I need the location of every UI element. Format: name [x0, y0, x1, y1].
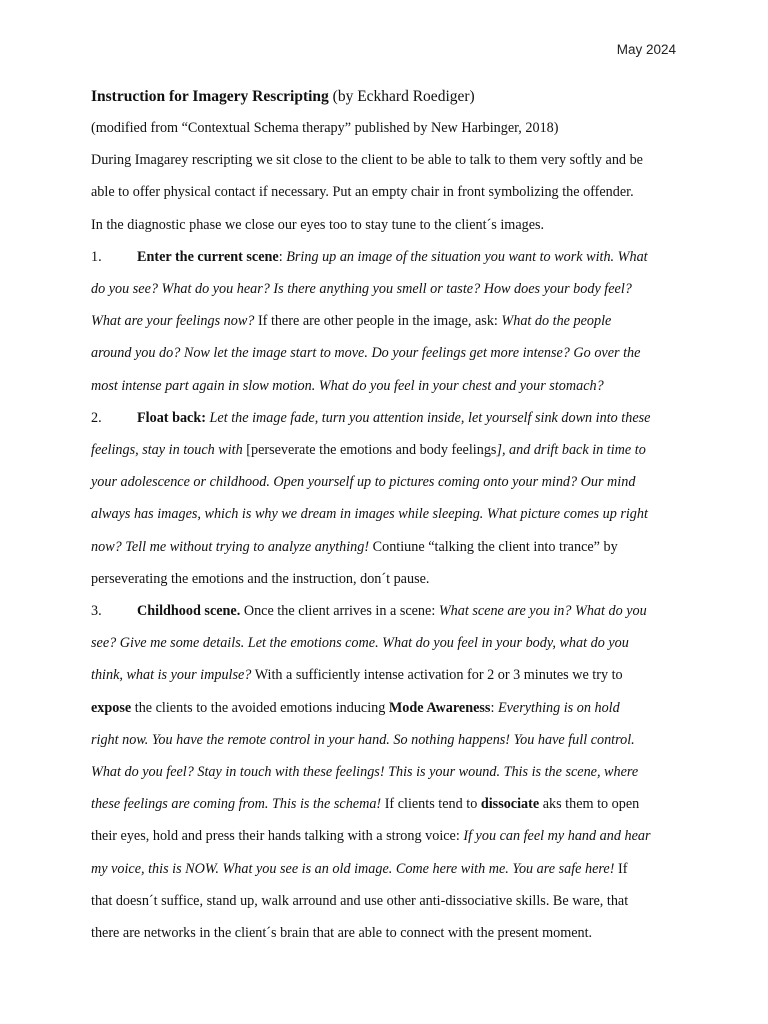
text-line	[91, 859, 681, 879]
italic-text: ], and drift back in time to	[496, 442, 646, 458]
italic-text: Everything is on hold	[497, 699, 620, 716]
text-line	[91, 891, 681, 911]
bold-text: Childhood scene.	[137, 603, 241, 619]
title-author: (by Eckhard Roediger)	[328, 88, 475, 105]
italic-text: Let the image fade, turn you attention inside, let yourself sink down into these	[209, 409, 651, 426]
text-line	[91, 633, 681, 653]
text-line	[91, 762, 681, 782]
italic-text: around you do? Now let the image start to move. Do your feelings get more intense? Go over the	[91, 345, 641, 362]
italic-text: What are your feelings now?	[91, 313, 255, 330]
text-line	[91, 247, 681, 267]
text-segment: In the diagnostic phase we close our eyes too to stay tune to the client´s images.	[91, 216, 545, 233]
text-line	[91, 279, 681, 299]
text-line	[91, 408, 681, 428]
bold-text: Mode Awareness	[388, 699, 491, 716]
text-segment: aks them to open	[539, 796, 640, 813]
text-line	[91, 440, 681, 460]
title-main: Instruction for Imagery Rescripting	[91, 88, 329, 105]
text-line	[91, 698, 681, 718]
italic-text: my voice, this is NOW. What you see is an old image. Come here with me. You are safe here!	[91, 860, 615, 877]
italic-text: feelings, stay in touch with	[91, 442, 243, 458]
text-segment: :	[490, 699, 498, 716]
text-line	[91, 311, 681, 331]
list-number: 1.	[91, 248, 102, 265]
italic-text: your adolescence or childhood. Open yourself up to pictures coming onto your mind? Our mind	[91, 474, 636, 491]
text-line	[91, 150, 681, 170]
text-segment: If clients tend to	[381, 796, 481, 813]
italic-text: these feelings are coming from. This is the schema!	[91, 796, 382, 813]
text-line	[91, 826, 681, 846]
text-line	[91, 601, 681, 621]
italic-text: Bring up an image of the situation you want to work with. What	[286, 248, 648, 265]
italic-text: most intense part again in slow motion. What do you feel in your chest and your stomach?	[91, 377, 604, 394]
document-title	[91, 86, 475, 108]
text-segment: :	[278, 248, 287, 265]
text-segment: [perseverate the emotions and body feelings	[242, 442, 497, 458]
text-line	[91, 376, 681, 396]
bold-text: expose	[91, 699, 132, 716]
text-segment: the clients to the avoided emotions inducing	[131, 699, 389, 716]
italic-text: What scene are you in? What do you	[438, 603, 647, 619]
italic-text: What do the people	[501, 313, 612, 330]
text-segment: that doesn´t suffice, stand up, walk arround and use other anti-dissociative skills. Be ware, that	[91, 892, 629, 909]
italic-text: do you see? What do you hear? Is there anything you smell or taste? How does your body feel?	[91, 281, 632, 297]
italic-text: If you can feel my hand and hear	[463, 828, 651, 845]
text-segment: If	[614, 860, 628, 877]
text-segment: (modified from “Contextual Schema therapy” published by New Harbinger, 2018)	[91, 120, 559, 136]
text-line	[91, 569, 681, 589]
text-line	[91, 923, 681, 943]
text-segment: able to offer physical contact if necessary. Put an empty chair in front symbolizing the offender.	[91, 184, 634, 201]
italic-text: right now. You have the remote control in your hand. So nothing happens! You have full control.	[91, 731, 635, 748]
italic-text: always has images, which is why we dream in images while sleeping. What picture comes up right	[91, 506, 648, 523]
bold-text: dissociate	[480, 796, 540, 813]
text-segment: With a sufficiently intense activation for 2 or 3 minutes we try to	[251, 667, 623, 684]
text-line	[91, 118, 681, 138]
list-number: 3.	[91, 603, 102, 619]
text-line	[91, 182, 681, 202]
text-line	[91, 504, 681, 524]
list-number: 2.	[91, 409, 102, 426]
text-segment: During Imagarey rescripting we sit close to the client to be able to talk to them very softly and be	[91, 152, 643, 169]
text-line	[91, 343, 681, 363]
text-segment: their eyes, hold and press their hands talking with a strong voice:	[91, 828, 464, 845]
page-date: May 2024	[616, 42, 676, 57]
text-segment: Contiune “talking the client into trance” by	[369, 538, 618, 555]
italic-text: What do you feel? Stay in touch with these feelings! This is your wound. This is the scene, where	[91, 764, 639, 780]
text-segment: there are networks in the client´s brain that are able to connect with the present moment.	[91, 925, 593, 941]
italic-text: now? Tell me without trying to analyze anything!	[91, 538, 370, 555]
text-line	[91, 215, 681, 235]
text-line	[91, 472, 681, 492]
text-segment: If there are other people in the image, ask:	[254, 313, 502, 330]
italic-text: think, what is your impulse?	[91, 667, 252, 684]
text-line	[91, 537, 681, 557]
text-line	[91, 665, 681, 685]
text-line	[91, 730, 681, 750]
text-segment: perseverating the emotions and the instruction, don´t pause.	[91, 570, 430, 587]
text-segment: Once the client arrives in a scene:	[240, 603, 439, 619]
text-line	[91, 794, 681, 814]
bold-text: Enter the current scene	[137, 248, 279, 265]
bold-text: Float back:	[137, 409, 206, 426]
italic-text: see? Give me some details. Let the emotions come. What do you feel in your body, what do you	[91, 635, 629, 652]
